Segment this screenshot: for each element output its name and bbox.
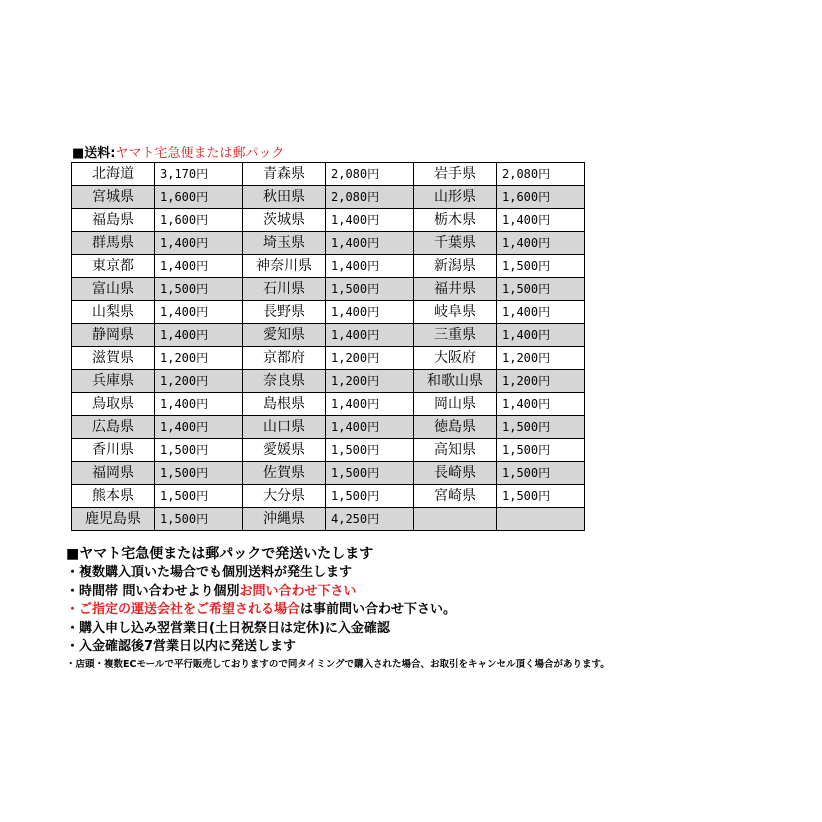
rate-row xyxy=(72,347,585,370)
shipping-price: 1,500円 xyxy=(326,439,414,462)
prefecture-name: 和歌山県 xyxy=(414,370,497,393)
shipping-price: 1,400円 xyxy=(155,416,243,439)
prefecture-name: 香川県 xyxy=(72,439,155,462)
prefecture-name: 鹿児島県 xyxy=(72,508,155,531)
prefecture-name: 東京都 xyxy=(72,255,155,278)
prefecture-name: 奈良県 xyxy=(243,370,326,393)
note-carrier-request xyxy=(66,601,786,620)
shipping-price: 1,500円 xyxy=(497,462,585,485)
shipping-price: 1,200円 xyxy=(155,370,243,393)
note-multiple-purchase: ・複数購入頂いた場合でも個別送料が発生します xyxy=(66,565,353,580)
rate-row xyxy=(72,393,585,416)
shipping-price: 1,500円 xyxy=(497,278,585,301)
rate-row xyxy=(72,439,585,462)
shipping-price: 4,250円 xyxy=(326,508,414,531)
note-carrier-request-text: は事前問い合わせ下さい。 xyxy=(300,602,457,617)
prefecture-name: 滋賀県 xyxy=(72,347,155,370)
note-cancellation: ・店頭・複数ECモールで平行販売しておりますので同タイミングで購入された場合、お取引をキャンセル頂く場合があります。 xyxy=(66,658,610,670)
shipping-price xyxy=(497,508,585,531)
prefecture-name: 三重県 xyxy=(414,324,497,347)
prefecture-name: 山形県 xyxy=(414,186,497,209)
prefecture-name: 埼玉県 xyxy=(243,232,326,255)
shipping-price: 1,500円 xyxy=(497,485,585,508)
shipping-price: 1,500円 xyxy=(155,278,243,301)
note-delivery-time xyxy=(66,583,786,602)
shipping-price: 1,600円 xyxy=(497,186,585,209)
prefecture-name: 富山県 xyxy=(72,278,155,301)
shipping-price: 1,400円 xyxy=(497,232,585,255)
shipping-title-prefix: ■送料: xyxy=(72,146,116,161)
rate-row xyxy=(72,370,585,393)
note-delivery-time-emphasis: お問い合わせ下さい xyxy=(239,583,357,599)
shipping-price: 2,080円 xyxy=(326,186,414,209)
rate-row xyxy=(72,485,585,508)
prefecture-name: 広島県 xyxy=(72,416,155,439)
prefecture-name: 宮崎県 xyxy=(414,485,497,508)
note-payment-confirmation: ・購入申し込み翌営業日(土日祝祭日は定休)に入金確認 xyxy=(66,620,390,636)
prefecture-name: 鳥取県 xyxy=(72,393,155,416)
shipping-price: 1,400円 xyxy=(497,301,585,324)
prefecture-name: 岡山県 xyxy=(414,393,497,416)
shipping-price: 1,500円 xyxy=(155,462,243,485)
prefecture-name: 福島県 xyxy=(72,209,155,232)
shipping-price: 2,080円 xyxy=(326,163,414,186)
prefecture-name: 大阪府 xyxy=(414,347,497,370)
shipping-price: 1,500円 xyxy=(326,462,414,485)
rate-row xyxy=(72,462,585,485)
prefecture-name: 愛媛県 xyxy=(243,439,326,462)
shipping-price: 1,400円 xyxy=(497,209,585,232)
shipping-price: 1,500円 xyxy=(326,278,414,301)
shipping-method: ヤマト宅急便または郵パック xyxy=(115,146,285,161)
shipping-price: 3,170円 xyxy=(155,163,243,186)
rate-row xyxy=(72,163,585,186)
shipping-price: 1,500円 xyxy=(497,416,585,439)
prefecture-name: 岩手県 xyxy=(414,163,497,186)
prefecture-name: 栃木県 xyxy=(414,209,497,232)
shipping-price: 1,400円 xyxy=(326,301,414,324)
shipping-title xyxy=(72,146,285,162)
shipping-price: 1,500円 xyxy=(155,439,243,462)
prefecture-name: 山口県 xyxy=(243,416,326,439)
shipping-price: 2,080円 xyxy=(497,163,585,186)
notes-heading: ■ヤマト宅急便または郵パックで発送いたします xyxy=(66,546,374,562)
rate-row xyxy=(72,324,585,347)
prefecture-name: 山梨県 xyxy=(72,301,155,324)
prefecture-name: 島根県 xyxy=(243,393,326,416)
prefecture-name: 徳島県 xyxy=(414,416,497,439)
shipping-price: 1,600円 xyxy=(155,209,243,232)
note-delivery-time-text: ・時間帯 問い合わせより個別 xyxy=(66,583,240,599)
prefecture-name: 沖縄県 xyxy=(243,508,326,531)
prefecture-name: 石川県 xyxy=(243,278,326,301)
prefecture-name: 神奈川県 xyxy=(243,255,326,278)
shipping-price: 1,200円 xyxy=(497,347,585,370)
rate-row xyxy=(72,232,585,255)
shipping-price: 1,200円 xyxy=(326,370,414,393)
prefecture-name: 秋田県 xyxy=(243,186,326,209)
shipping-price: 1,500円 xyxy=(155,508,243,531)
shipping-price: 1,400円 xyxy=(326,232,414,255)
shipping-price: 1,400円 xyxy=(155,255,243,278)
rate-row xyxy=(72,209,585,232)
rate-row xyxy=(72,278,585,301)
rate-row xyxy=(72,186,585,209)
shipping-price: 1,400円 xyxy=(326,416,414,439)
shipping-price: 1,400円 xyxy=(155,393,243,416)
shipping-price: 1,400円 xyxy=(326,393,414,416)
prefecture-name: 京都府 xyxy=(243,347,326,370)
shipping-price: 1,500円 xyxy=(326,485,414,508)
prefecture-name: 岐阜県 xyxy=(414,301,497,324)
prefecture-name: 愛知県 xyxy=(243,324,326,347)
shipping-price: 1,400円 xyxy=(326,209,414,232)
note-carrier-request-emphasis: ・ご指定の運送会社をご希望される場合 xyxy=(66,602,301,617)
prefecture-name: 福岡県 xyxy=(72,462,155,485)
shipping-price: 1,400円 xyxy=(326,324,414,347)
shipping-price: 1,400円 xyxy=(497,393,585,416)
prefecture-name: 青森県 xyxy=(243,163,326,186)
prefecture-name: 静岡県 xyxy=(72,324,155,347)
shipping-price: 1,600円 xyxy=(155,186,243,209)
prefecture-name: 北海道 xyxy=(72,163,155,186)
shipping-price: 1,200円 xyxy=(497,370,585,393)
shipping-price: 1,400円 xyxy=(497,324,585,347)
note-shipping-schedule: ・入金確認後7営業日以内に発送します xyxy=(66,639,297,654)
prefecture-name: 群馬県 xyxy=(72,232,155,255)
prefecture-name: 福井県 xyxy=(414,278,497,301)
shipping-price: 1,500円 xyxy=(497,439,585,462)
prefecture-name: 兵庫県 xyxy=(72,370,155,393)
shipping-notes xyxy=(66,545,786,672)
prefecture-name xyxy=(414,508,497,531)
prefecture-name: 茨城県 xyxy=(243,209,326,232)
prefecture-name: 千葉県 xyxy=(414,232,497,255)
shipping-price: 1,400円 xyxy=(155,232,243,255)
rate-row xyxy=(72,416,585,439)
prefecture-name: 佐賀県 xyxy=(243,462,326,485)
prefecture-name: 宮城県 xyxy=(72,186,155,209)
prefecture-name: 大分県 xyxy=(243,485,326,508)
shipping-price: 1,400円 xyxy=(326,255,414,278)
shipping-price: 1,200円 xyxy=(155,347,243,370)
shipping-price: 1,500円 xyxy=(497,255,585,278)
prefecture-name: 高知県 xyxy=(414,439,497,462)
shipping-price: 1,400円 xyxy=(155,324,243,347)
shipping-price: 1,400円 xyxy=(155,301,243,324)
prefecture-name: 熊本県 xyxy=(72,485,155,508)
prefecture-name: 長野県 xyxy=(243,301,326,324)
prefecture-name: 長崎県 xyxy=(414,462,497,485)
shipping-price: 1,200円 xyxy=(326,347,414,370)
prefecture-name: 新潟県 xyxy=(414,255,497,278)
shipping-price: 1,500円 xyxy=(155,485,243,508)
shipping-rate-table xyxy=(71,162,585,531)
rate-row xyxy=(72,301,585,324)
rate-row xyxy=(72,508,585,531)
rate-row xyxy=(72,255,585,278)
